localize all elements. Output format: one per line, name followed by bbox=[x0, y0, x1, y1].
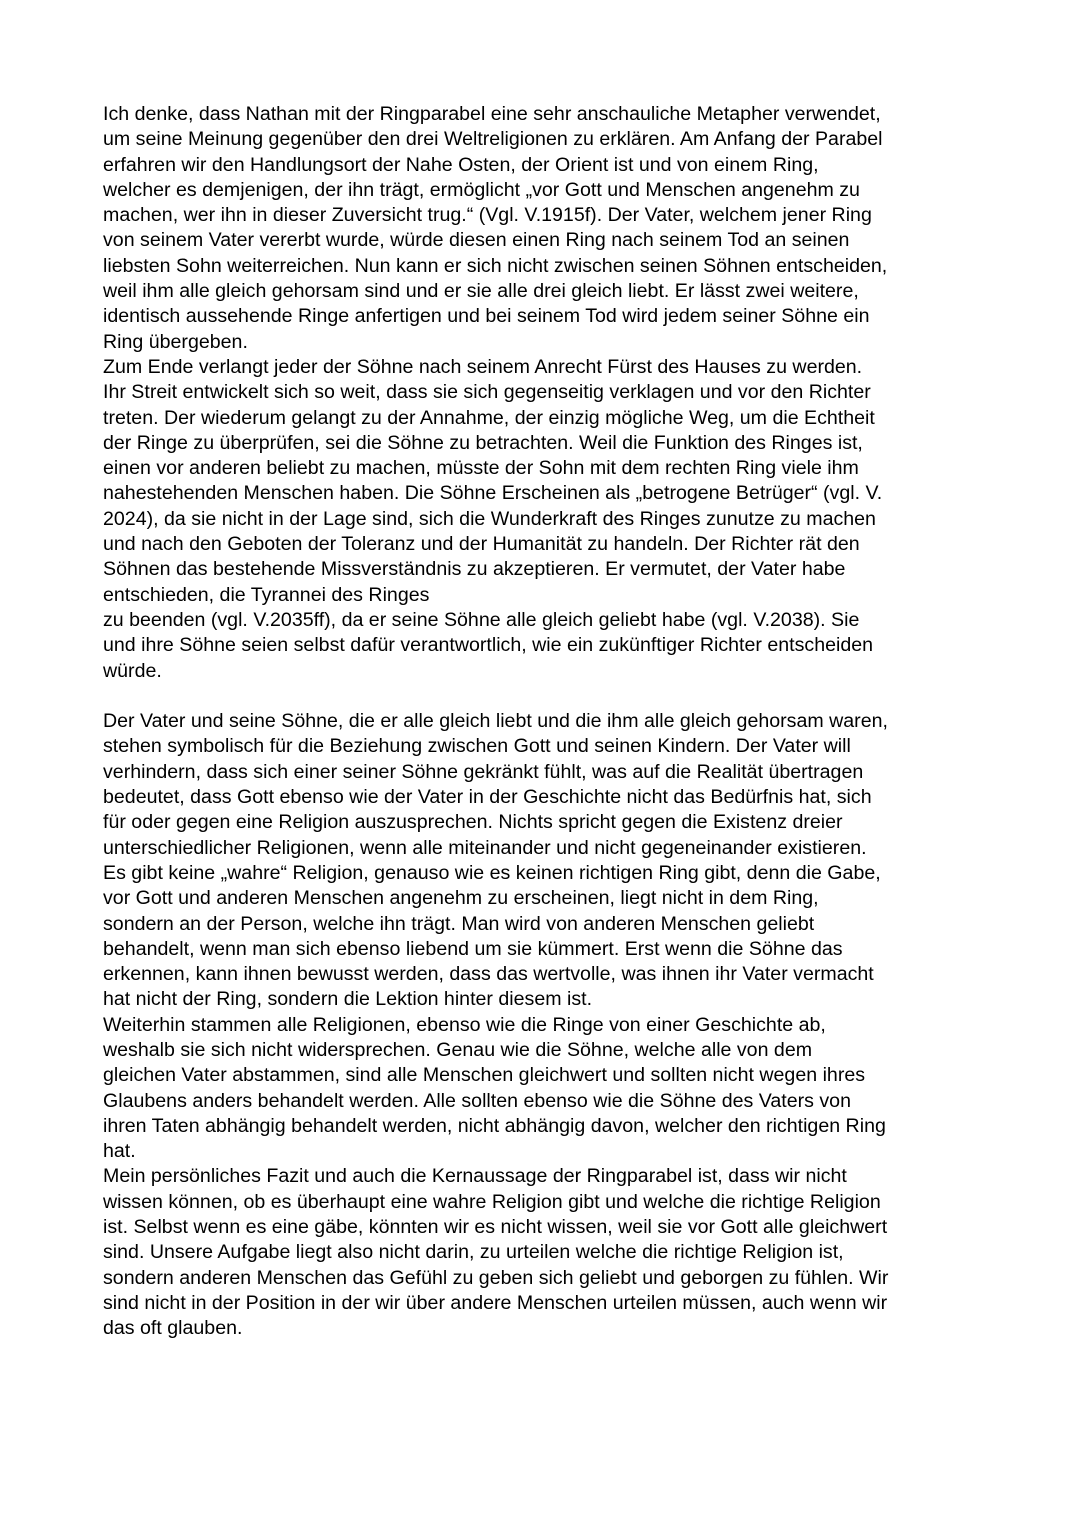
text-line: Es gibt keine „wahre“ Religion, genauso wie es keinen richtigen Ring gibt, denn die Gabe, bbox=[103, 861, 881, 884]
text-line: Ich denke, dass Nathan mit der Ringparabel eine sehr anschauliche Metapher verwendet, bbox=[103, 103, 881, 125]
text-line: zu beenden (vgl. V.2035ff), da er seine Söhne alle gleich geliebt habe (vgl. V.2038). Sie bbox=[103, 608, 860, 631]
paragraph-religions bbox=[103, 1013, 1003, 1165]
paragraph-intro bbox=[103, 102, 1003, 355]
paragraph-spacer bbox=[103, 684, 1003, 709]
text-line: Mein persönliches Fazit und auch die Kernaussage der Ringparabel ist, dass wir nicht bbox=[103, 1165, 847, 1188]
text-line: Weiterhin stammen alle Religionen, ebenso wie die Ringe von einer Geschichte ab, bbox=[103, 1013, 826, 1036]
text-line: sind. Unsere Aufgabe liegt also nicht darin, zu urteilen welche die richtige Religion ist, bbox=[103, 1241, 844, 1264]
text-line: hat. bbox=[103, 1140, 136, 1163]
text-line: identisch aussehende Ringe anfertigen und bei seinem Tod wird jedem seiner Söhne ein bbox=[103, 305, 870, 328]
text-line: gleichen Vater abstammen, sind alle Menschen gleichwert und sollten nicht wegen ihres bbox=[103, 1064, 866, 1087]
text-line: Zum Ende verlangt jeder der Söhne nach seinem Anrecht Fürst des Hauses zu werden. bbox=[103, 355, 863, 378]
text-line: Ihr Streit entwickelt sich so weit, dass sie sich gegenseitig verklagen und vor den Richter bbox=[103, 381, 871, 404]
paragraph-conclusion bbox=[103, 1164, 1003, 1341]
text-line: sind nicht in der Position in der wir über andere Menschen urteilen müssen, auch wenn wir bbox=[103, 1291, 888, 1314]
text-line: für oder gegen eine Religion auszusprechen. Nichts spricht gegen die Existenz dreier bbox=[103, 811, 843, 834]
text-line: bedeutet, dass Gott ebenso wie der Vater in der Geschichte nicht das Bedürfnis hat, sich bbox=[103, 786, 872, 809]
document-page bbox=[103, 102, 1003, 1342]
text-line: Glaubens anders behandelt werden. Alle sollten ebenso wie die Söhne des Vaters von bbox=[103, 1089, 851, 1112]
text-line: nahestehenden Menschen haben. Die Söhne Erscheinen als „betrogene Betrüger“ (vgl. V. bbox=[103, 482, 883, 505]
text-line: Söhnen das bestehende Missverständnis zu akzeptieren. Er vermutet, der Vater habe bbox=[103, 558, 846, 581]
text-line: stehen symbolisch für die Beziehung zwischen Gott und seinen Kindern. Der Vater will bbox=[103, 735, 851, 758]
text-line: liebsten Sohn weiterreichen. Nun kann er sich nicht zwischen seinen Söhnen entscheiden, bbox=[103, 254, 888, 277]
text-line: würde. bbox=[103, 659, 162, 682]
text-line: hat nicht der Ring, sondern die Lektion hinter diesem ist. bbox=[103, 988, 593, 1011]
text-line: welcher es demjenigen, der ihn trägt, ermöglicht „vor Gott und Menschen angenehm zu bbox=[103, 178, 860, 201]
text-line: Ring übergeben. bbox=[103, 330, 248, 353]
text-line: erkennen, kann ihnen bewusst werden, dass das wertvolle, was ihnen ihr Vater vermacht bbox=[103, 963, 874, 986]
text-line: wissen können, ob es überhaupt eine wahre Religion gibt und welche die richtige Religion bbox=[103, 1190, 881, 1213]
text-line: vor Gott und anderen Menschen angenehm zu erscheinen, liegt nicht in dem Ring, bbox=[103, 887, 819, 910]
text-line: das oft glauben. bbox=[103, 1317, 243, 1340]
text-line: ihren Taten abhängig behandelt werden, nicht abhängig davon, welcher den richtigen Ring bbox=[103, 1114, 886, 1137]
text-line: unterschiedlicher Religionen, wenn alle miteinander und nicht gegeneinander existieren. bbox=[103, 836, 867, 859]
text-line: weil ihm alle gleich gehorsam sind und er sie alle drei gleich liebt. Er lässt zwei weitere, bbox=[103, 280, 859, 303]
text-line: erfahren wir den Handlungsort der Nahe Osten, der Orient ist und von einem Ring, bbox=[103, 153, 819, 176]
text-line: verhindern, dass sich einer seiner Söhne gekränkt fühlt, was auf die Realität übertragen bbox=[103, 760, 864, 783]
text-line: ist. Selbst wenn es eine gäbe, könnten wir es nicht wissen, weil sie vor Gott alle gleichwert bbox=[103, 1216, 888, 1239]
text-line: machen, wer ihn in dieser Zuversicht trug.“ (Vgl. V.1915f). Der Vater, welchem jener Ring bbox=[103, 204, 872, 227]
text-line: treten. Der wiederum gelangt zu der Annahme, der einzig mögliche Weg, um die Echtheit bbox=[103, 406, 875, 429]
text-line: Der Vater und seine Söhne, die er alle gleich liebt und die ihm alle gleich gehorsam waren, bbox=[103, 710, 888, 733]
text-line: sondern anderen Menschen das Gefühl zu geben sich geliebt und geborgen zu fühlen. Wir bbox=[103, 1266, 889, 1289]
text-line: von seinem Vater vererbt wurde, würde diesen einen Ring nach seinem Tod an seinen bbox=[103, 229, 850, 252]
text-line: einen vor anderen beliebt zu machen, müsste der Sohn mit dem rechten Ring viele ihm bbox=[103, 457, 859, 480]
text-line: sondern an der Person, welche ihn trägt. Man wird von anderen Menschen geliebt bbox=[103, 912, 815, 935]
paragraph-interpretation bbox=[103, 709, 1003, 1013]
text-line: weshalb sie sich nicht widersprechen. Genau wie die Söhne, welche alle von dem bbox=[103, 1038, 813, 1061]
paragraph-judge bbox=[103, 355, 1003, 684]
text-line: um seine Meinung gegenüber den drei Weltreligionen zu erklären. Am Anfang der Parabel bbox=[103, 128, 883, 151]
text-line: und nach den Geboten der Toleranz und der Humanität zu handeln. Der Richter rät den bbox=[103, 533, 860, 556]
text-line: entschieden, die Tyrannei des Ringes bbox=[103, 583, 430, 606]
text-line: 2024), da sie nicht in der Lage sind, sich die Wunderkraft des Ringes zunutze zu machen bbox=[103, 507, 876, 530]
text-line: der Ringe zu überprüfen, sei die Söhne zu betrachten. Weil die Funktion des Ringes ist, bbox=[103, 431, 863, 454]
text-line: und ihre Söhne seien selbst dafür verantwortlich, wie ein zukünftiger Richter entscheiden bbox=[103, 634, 874, 657]
text-line: behandelt, wenn man sich ebenso liebend um sie kümmert. Erst wenn die Söhne das bbox=[103, 937, 843, 960]
